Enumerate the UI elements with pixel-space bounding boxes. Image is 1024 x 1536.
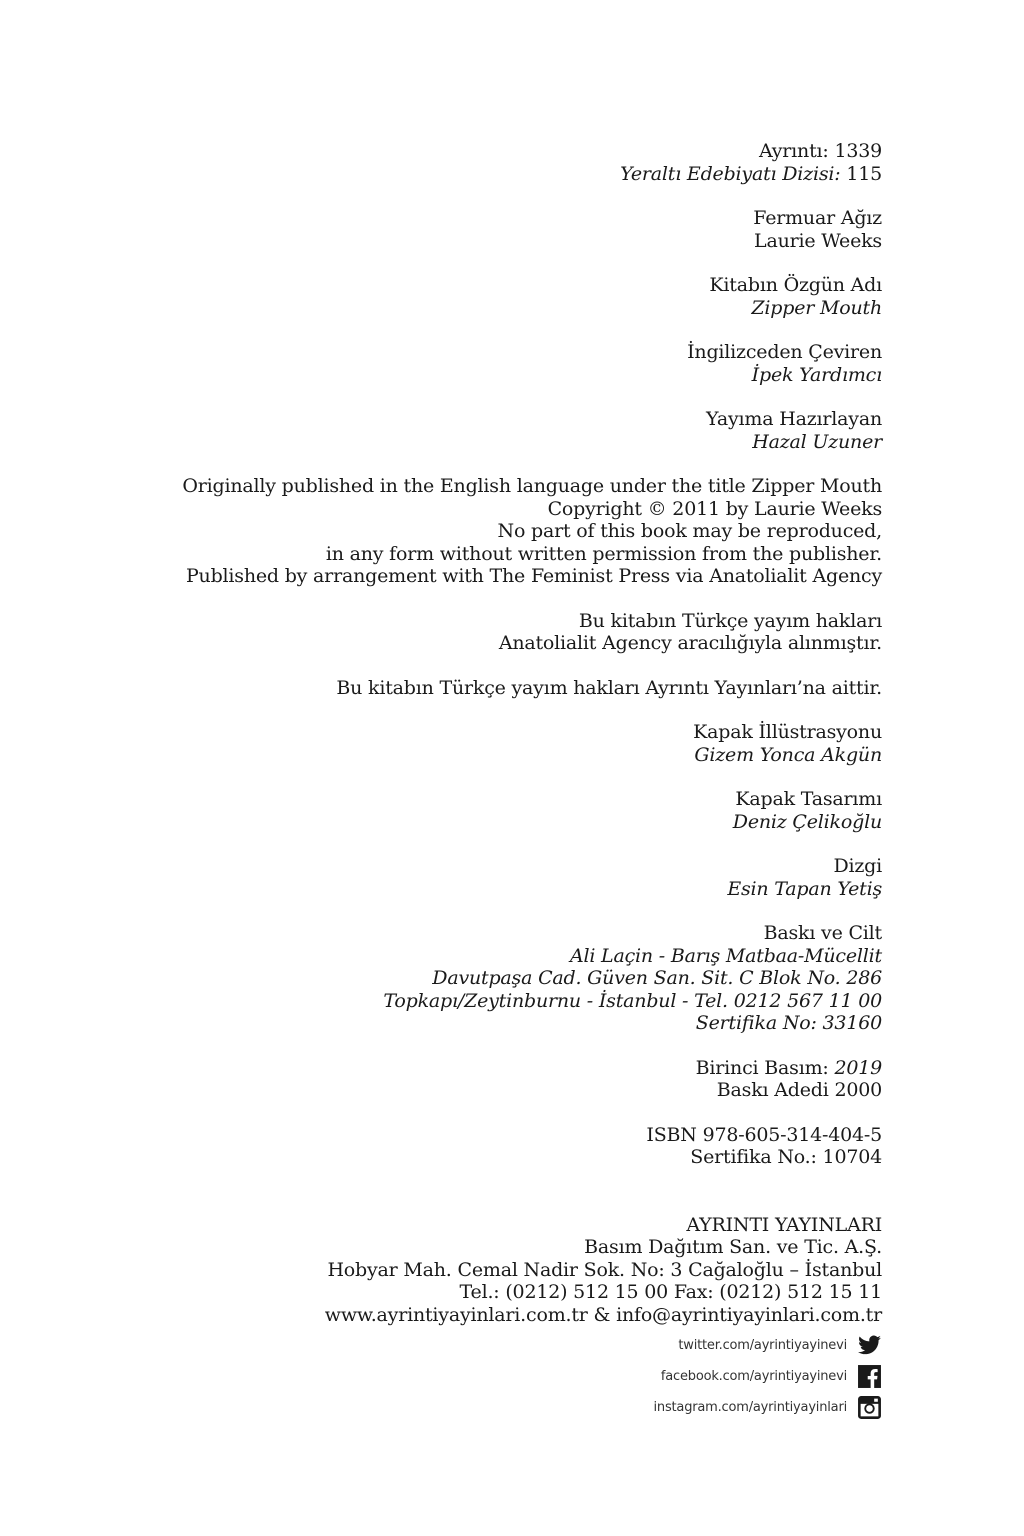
rights-owner-block (162, 677, 882, 700)
translator-block (162, 341, 882, 386)
original-title-value: Zipper Mouth (751, 296, 882, 319)
first-edition-label: Birinci Basım: (695, 1056, 829, 1079)
subseries-number: 115 (846, 162, 882, 185)
editor-label: Yayıma Hazırlayan (706, 408, 882, 430)
twitter-icon (857, 1333, 882, 1358)
cover-design-label: Kapak Tasarımı (735, 788, 882, 810)
printing-line: Ali Laçin - Barış Matbaa-Mücellit (569, 944, 882, 967)
cover-design-name: Deniz Çelikoğlu (732, 810, 882, 833)
publisher-phone: Tel.: (0212) 512 15 00 Fax: (0212) 512 15 11 (459, 1281, 882, 1303)
typesetting-label: Dizgi (833, 855, 882, 877)
rights-owner: Bu kitabın Türkçe yayım hakları Ayrıntı Yayınları’na aittir. (336, 676, 882, 699)
typesetting-name: Esin Tapan Yetiş (727, 877, 882, 900)
cover-illustration-block (162, 721, 882, 766)
cover-illustration-name: Gizem Yonca Akgün (694, 743, 882, 766)
typesetting-block (162, 855, 882, 900)
translator-label: İngilizceden Çeviren (687, 341, 882, 363)
first-edition-line (162, 1057, 882, 1080)
series-label: Ayrıntı: (758, 140, 829, 162)
copyright-line: No part of this book may be reproduced, (497, 520, 882, 542)
publisher-web: www.ayrintiyayinlari.com.tr & info@ayrintiyayinlari.com.tr (324, 1303, 882, 1326)
book-block (162, 207, 882, 252)
subseries-label: Yeraltı Edebiyatı Dizisi: (620, 162, 841, 185)
twitter-link[interactable]: twitter.com/ayrintiyayinevi (678, 1337, 847, 1353)
original-title-label: Kitabın Özgün Adı (709, 274, 882, 296)
original-title-block (162, 274, 882, 319)
copyright-line: Copyright © 2011 by Laurie Weeks (547, 497, 882, 520)
printing-block (162, 922, 882, 1035)
subseries-line (162, 163, 882, 186)
series-number: 1339 (834, 140, 882, 162)
series-line (162, 140, 882, 163)
printing-line: Sertifika No: 33160 (695, 1012, 882, 1034)
editor-name: Hazal Uzuner (752, 430, 882, 453)
social-links (654, 1330, 883, 1423)
copyright-block (162, 475, 882, 588)
publisher-address: Hobyar Mah. Cemal Nadir Sok. No: 3 Cağaloğlu – İstanbul (327, 1258, 882, 1281)
facebook-icon (857, 1364, 882, 1389)
social-facebook[interactable] (654, 1361, 883, 1391)
printing-line: Davutpaşa Cad. Güven San. Sit. C Blok No. 286 (432, 967, 882, 989)
instagram-link[interactable]: instagram.com/ayrintiyayinlari (653, 1399, 847, 1415)
cover-design-block (162, 788, 882, 833)
editor-block (162, 408, 882, 453)
series-block (162, 140, 882, 185)
first-edition-year: 2019 (834, 1056, 882, 1079)
edition-block (162, 1057, 882, 1102)
publisher-company: Basım Dağıtım San. ve Tic. A.Ş. (584, 1236, 882, 1258)
translator-name: İpek Yardımcı (751, 363, 882, 386)
rights-tr-block (162, 610, 882, 655)
book-author: Laurie Weeks (754, 229, 882, 252)
rights-tr-line: Anatolialit Agency aracılığıyla alınmıştır. (498, 632, 882, 654)
facebook-link[interactable]: facebook.com/ayrintiyayinevi (660, 1368, 847, 1384)
copyright-line: Originally published in the English language under the title Zipper Mouth (182, 475, 882, 497)
instagram-icon (857, 1395, 882, 1420)
printing-line: Topkapı/Zeytinburnu - İstanbul - Tel. 0212 567 11 00 (383, 989, 882, 1012)
printing-label: Baskı ve Cilt (763, 922, 882, 944)
copyright-line: in any form without written permission from the publisher. (325, 542, 882, 565)
isbn-block (162, 1124, 882, 1169)
book-title: Fermuar Ağız (753, 207, 882, 229)
social-instagram[interactable] (654, 1392, 883, 1422)
social-twitter[interactable] (654, 1330, 883, 1360)
certificate-number: Sertifika No.: 10704 (690, 1146, 882, 1168)
publisher-block (162, 1214, 882, 1327)
isbn: ISBN 978-605-314-404-5 (646, 1123, 882, 1146)
rights-tr-line: Bu kitabın Türkçe yayım hakları (578, 609, 882, 632)
copyright-line: Published by arrangement with The Feminist Press via Anatolialit Agency (185, 565, 882, 587)
print-count: Baskı Adedi 2000 (716, 1079, 882, 1101)
cover-illustration-label: Kapak İllüstrasyonu (693, 721, 882, 743)
publisher-name: AYRINTI YAYINLARI (686, 1213, 882, 1236)
colophon (162, 140, 882, 1348)
